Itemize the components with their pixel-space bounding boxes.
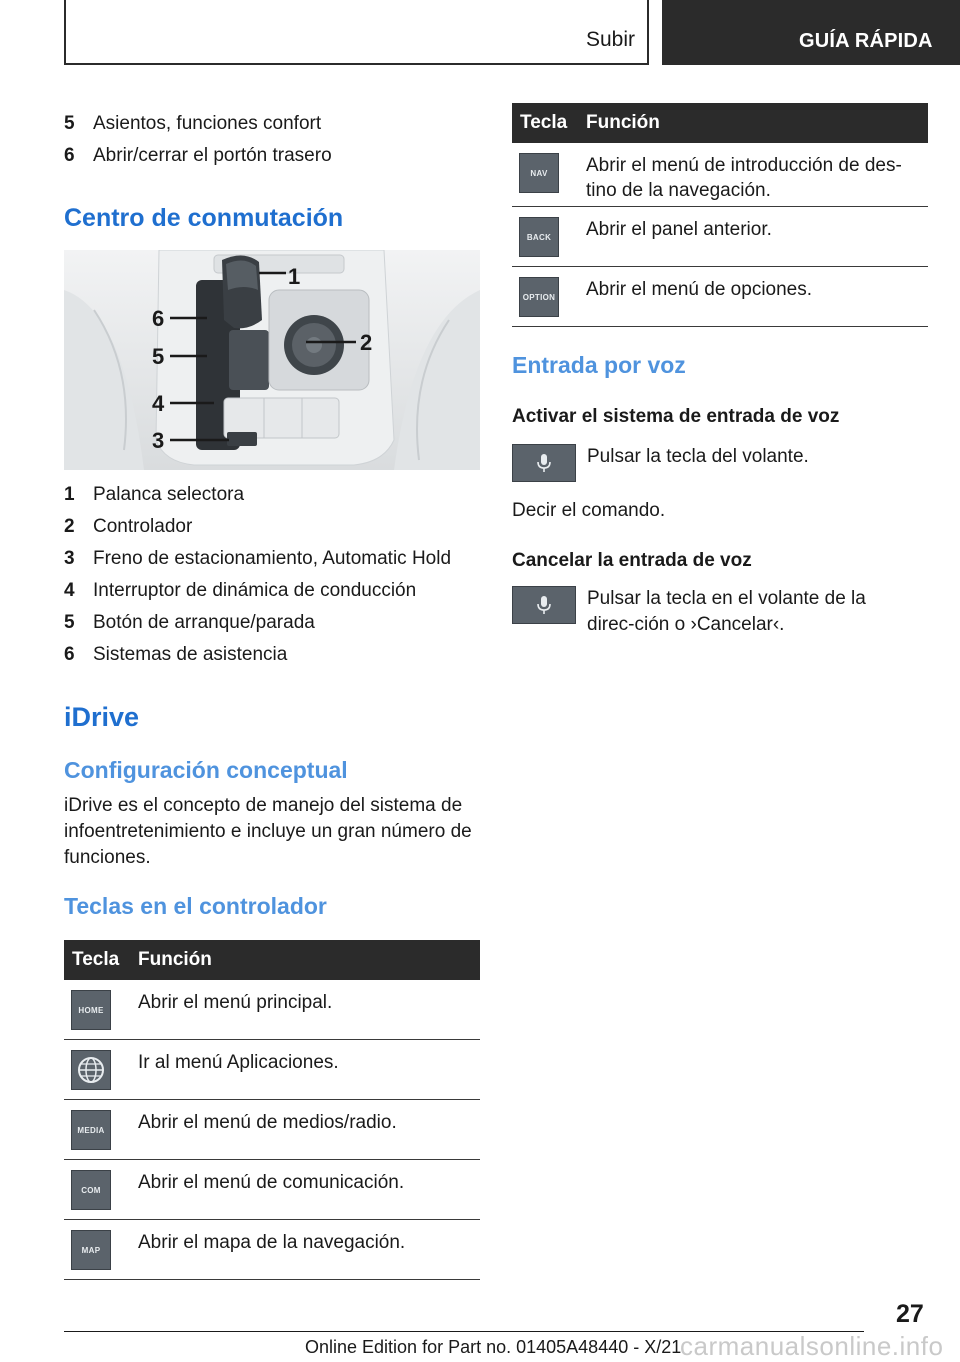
list-item [64, 113, 480, 145]
cancelar-text: Pulsar la tecla en el volante de la direc-ción o ›Cancelar‹. [587, 588, 866, 635]
keys-title: Teclas en el controlador [64, 893, 327, 919]
cancelar-row [512, 586, 928, 638]
keys-table [64, 940, 480, 1280]
row-text: Abrir el menú principal. [138, 992, 333, 1013]
table-row [64, 1160, 480, 1220]
item-number: 5 [64, 113, 75, 134]
item-number: 1 [64, 484, 75, 505]
item-text: Palanca selectora [93, 484, 245, 505]
row-text: Abrir el menú de comunicación. [138, 1172, 405, 1193]
list-item [64, 484, 480, 516]
activar-row [512, 444, 928, 482]
item-text: Asientos, funciones confort [93, 113, 322, 134]
row-text: Abrir el panel anterior. [586, 219, 772, 240]
section-tab[interactable] [662, 0, 960, 65]
callout-4: 4 [152, 391, 165, 416]
row-text: Abrir el mapa de la navegación. [138, 1232, 406, 1253]
watermark: carmanualsonline.info [680, 1331, 944, 1361]
table-row [64, 980, 480, 1040]
col-header-funcion: Función [586, 112, 660, 133]
callout-6: 6 [152, 306, 165, 331]
globe-icon [71, 1050, 111, 1090]
media-key-icon: MEDIA [71, 1110, 111, 1150]
table-row [512, 143, 928, 207]
keys-table-continued [512, 103, 928, 327]
com-key-icon: COM [71, 1170, 111, 1210]
idrive-subtitle: Configuración conceptual [64, 757, 348, 783]
nav-key-icon: NAV [519, 153, 559, 193]
voz-title: Entrada por voz [512, 352, 686, 378]
table-row [64, 1040, 480, 1100]
decir-text: Decir el comando. [512, 500, 666, 521]
item-number: 6 [64, 644, 75, 665]
section-label: GUÍA RÁPIDA [799, 30, 933, 52]
cancelar-heading: Cancelar la entrada de voz [512, 550, 752, 571]
activar-heading: Activar el sistema de entrada de voz [512, 406, 840, 427]
item-number: 3 [64, 548, 75, 569]
row-text: Ir al menú Aplicaciones. [138, 1052, 339, 1073]
microphone-icon [512, 586, 576, 624]
item-number: 6 [64, 145, 75, 166]
table-header [512, 103, 928, 143]
callout-2: 2 [360, 330, 373, 355]
home-key-icon: HOME [71, 990, 111, 1030]
subir-link[interactable]: Subir [585, 28, 635, 51]
item-number: 4 [64, 580, 75, 601]
col-header-tecla: Tecla [72, 949, 120, 970]
option-key-icon: OPTION [519, 277, 559, 317]
item-text: Freno de estacionamiento, Automatic Hold [93, 548, 452, 569]
item-text: Sistemas de asistencia [93, 644, 288, 665]
row-text: Abrir el menú de medios/radio. [138, 1112, 397, 1133]
item-text: Controlador [93, 516, 193, 537]
list-item [64, 145, 480, 177]
footer-edition: Online Edition for Part no. 01405A48440 - X/21 [305, 1337, 682, 1357]
centro-list [64, 484, 480, 676]
idrive-paragraph: iDrive es el concepto de manejo del sistema de infoentretenimiento e incluye un gran número de funciones. [64, 795, 472, 868]
center-console-illustration [64, 250, 480, 470]
idrive-title: iDrive [64, 702, 140, 732]
back-key-icon: BACK [519, 217, 559, 257]
col-header-tecla: Tecla [520, 112, 568, 133]
row-text: Abrir el menú de introducción de des-tino de la navegación. [586, 155, 902, 201]
list-item [64, 644, 480, 676]
callout-1: 1 [288, 264, 301, 289]
activar-text: Pulsar la tecla del volante. [587, 446, 809, 467]
list-item [64, 516, 480, 548]
table-row [64, 1220, 480, 1280]
list-item [64, 580, 480, 612]
table-row [512, 267, 928, 327]
map-key-icon: MAP [71, 1230, 111, 1270]
item-text: Botón de arranque/parada [93, 612, 315, 633]
list-item [64, 612, 480, 644]
item-text: Interruptor de dinámica de conducción [93, 580, 417, 601]
table-header [64, 940, 480, 980]
table-row [64, 1100, 480, 1160]
item-text: Abrir/cerrar el portón trasero [93, 145, 332, 166]
row-text: Abrir el menú de opciones. [586, 279, 813, 300]
microphone-icon [512, 444, 576, 482]
callout-3: 3 [152, 428, 165, 453]
list-item [64, 548, 480, 580]
item-number: 2 [64, 516, 75, 537]
top-list [64, 113, 480, 177]
centro-title: Centro de conmutación [64, 204, 344, 232]
col-header-funcion: Función [138, 949, 212, 970]
item-number: 5 [64, 612, 75, 633]
header-nav-box [64, 0, 649, 65]
page-number: 27 [896, 1300, 924, 1328]
callout-5: 5 [152, 344, 165, 369]
table-row [512, 207, 928, 267]
